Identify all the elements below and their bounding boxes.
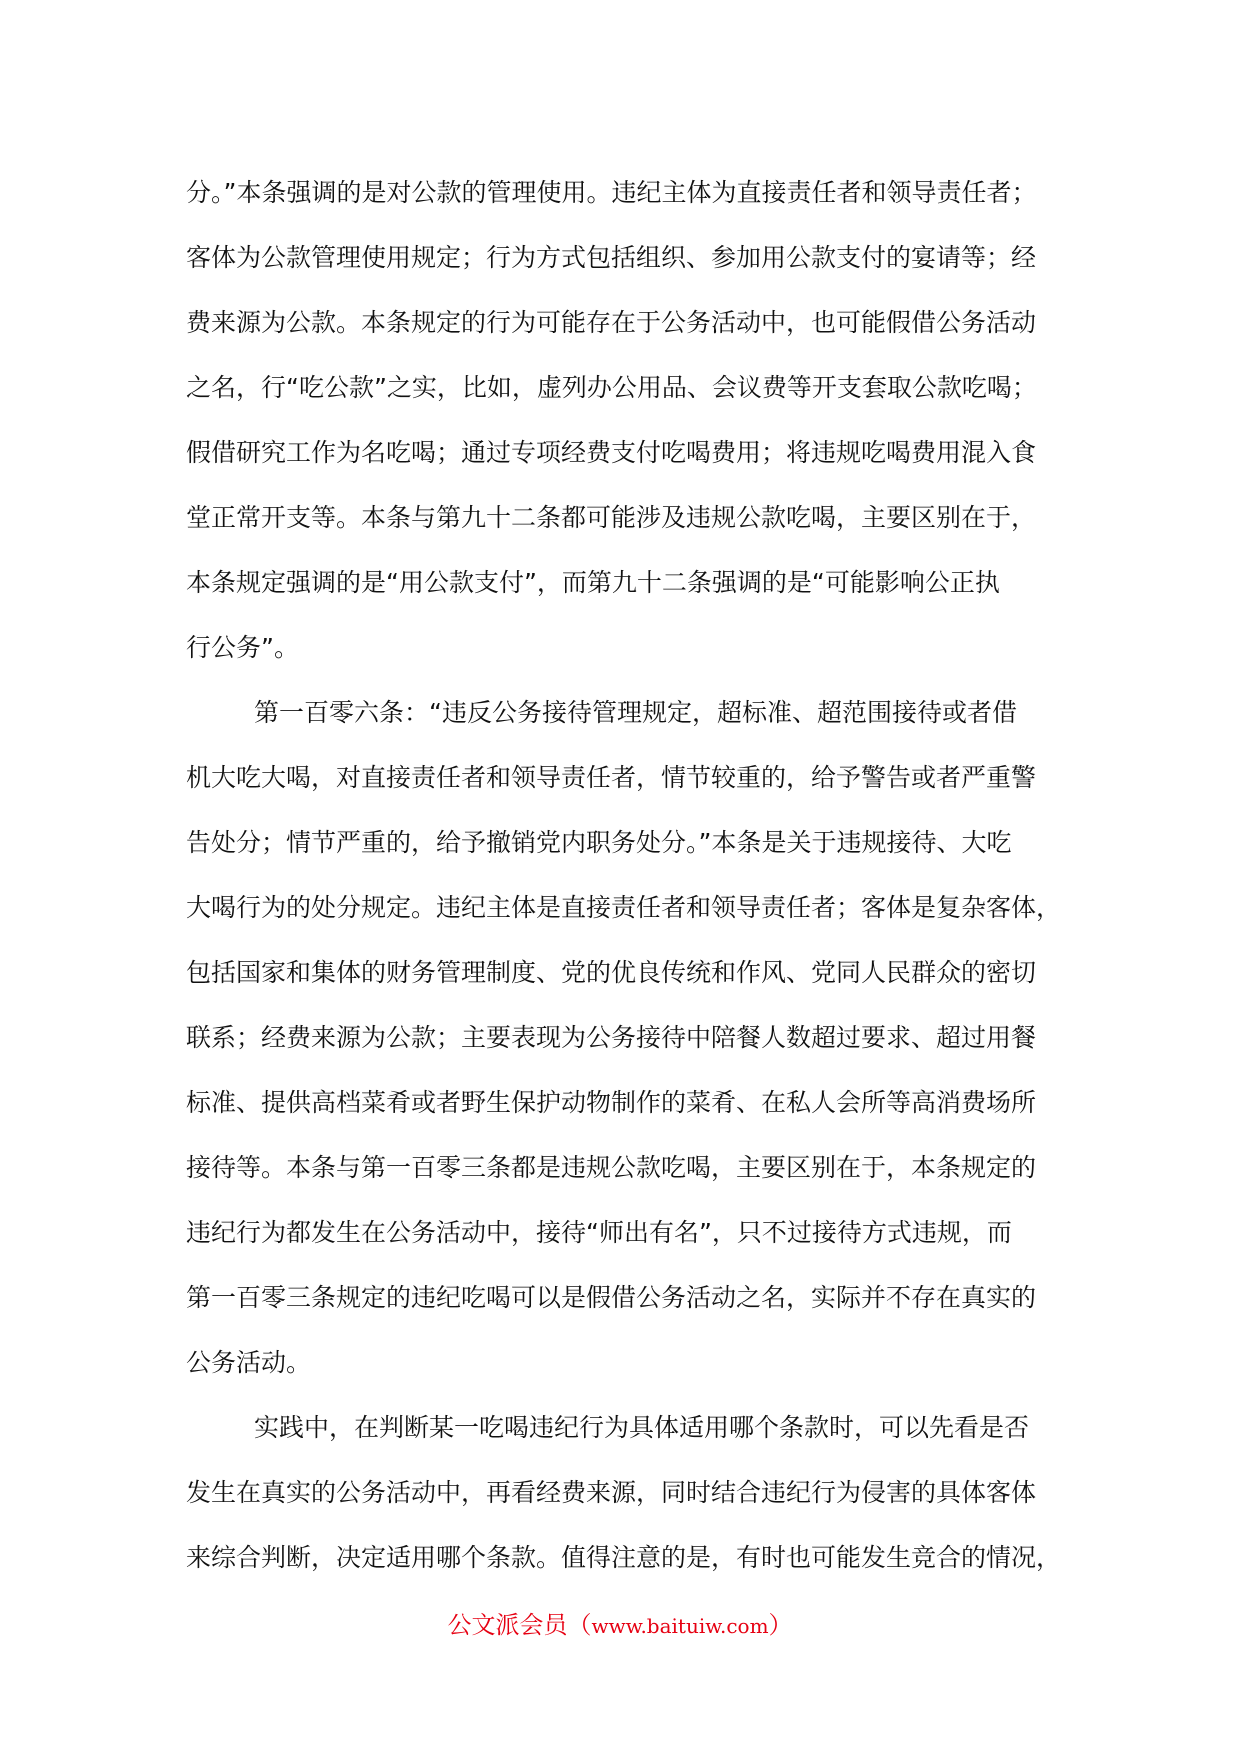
text-line: 包括国家和集体的财务管理制度、党的优良传统和作风、党同人民群众的密切 [186,958,1037,987]
text-line: 机大吃大喝，对直接责任者和领导责任者，情节较重的，给予警告或者严重警 [186,763,1037,792]
footer-paren-close: ） [768,1611,793,1639]
page-footer [0,1607,1240,1644]
text-line: 大喝行为的处分规定。违纪主体是直接责任者和领导责任者；客体是复杂客体， [186,893,1062,922]
text-line: 客体为公款管理使用规定；行为方式包括组织、参加用公款支付的宴请等；经 [186,243,1037,272]
text-line: 告处分；情节严重的，给予撤销党内职务处分。”本条是关于违规接待、大吃 [186,828,1012,857]
text-line: 发生在真实的公务活动中，再看经费来源，同时结合违纪行为侵害的具体客体 [186,1478,1037,1507]
paragraph-start-line: 第一百零六条：“违反公务接待管理规定，超标准、超范围接待或者借 [254,698,1017,727]
text-line: 第一百零三条规定的违纪吃喝可以是假借公务活动之名，实际并不存在真实的 [186,1283,1037,1312]
text-line: 堂正常开支等。本条与第九十二条都可能涉及违规公款吃喝，主要区别在于， [186,503,1037,532]
paragraph-start-line: 实践中，在判断某一吃喝违纪行为具体适用哪个条款时，可以先看是否 [254,1413,1030,1442]
text-line: 本条规定强调的是“用公款支付”，而第九十二条强调的是“可能影响公正执 [186,568,1000,597]
text-line: 违纪行为都发生在公务活动中，接待“师出有名”，只不过接待方式违规，而 [186,1218,1012,1247]
text-line: 分。”本条强调的是对公款的管理使用。违纪主体为直接责任者和领导责任者； [186,178,1037,207]
text-line: 公务活动。 [186,1348,312,1377]
text-line: 来综合判断，决定适用哪个条款。值得注意的是，有时也可能发生竞合的情况， [186,1543,1062,1572]
footer-url-link[interactable]: www.baituiw.com [591,1614,769,1638]
text-line: 费来源为公款。本条规定的行为可能存在于公务活动中，也可能假借公务活动 [186,308,1037,337]
text-line: 标准、提供高档菜肴或者野生保护动物制作的菜肴、在私人会所等高消费场所 [186,1088,1037,1117]
text-line: 联系；经费来源为公款；主要表现为公务接待中陪餐人数超过要求、超过用餐 [186,1023,1037,1052]
text-line: 接待等。本条与第一百零三条都是违规公款吃喝，主要区别在于，本条规定的 [186,1153,1037,1182]
footer-site-name: 公文派会员 [447,1611,568,1639]
document-body [186,160,1066,1590]
text-line: 假借研究工作为名吃喝；通过专项经费支付吃喝费用；将违规吃喝费用混入食 [186,438,1037,467]
text-line: 行公务”。 [186,633,299,662]
text-line: 之名，行“吃公款”之实，比如，虚列办公用品、会议费等开支套取公款吃喝； [186,373,1037,402]
footer-paren-open: （ [567,1611,592,1639]
